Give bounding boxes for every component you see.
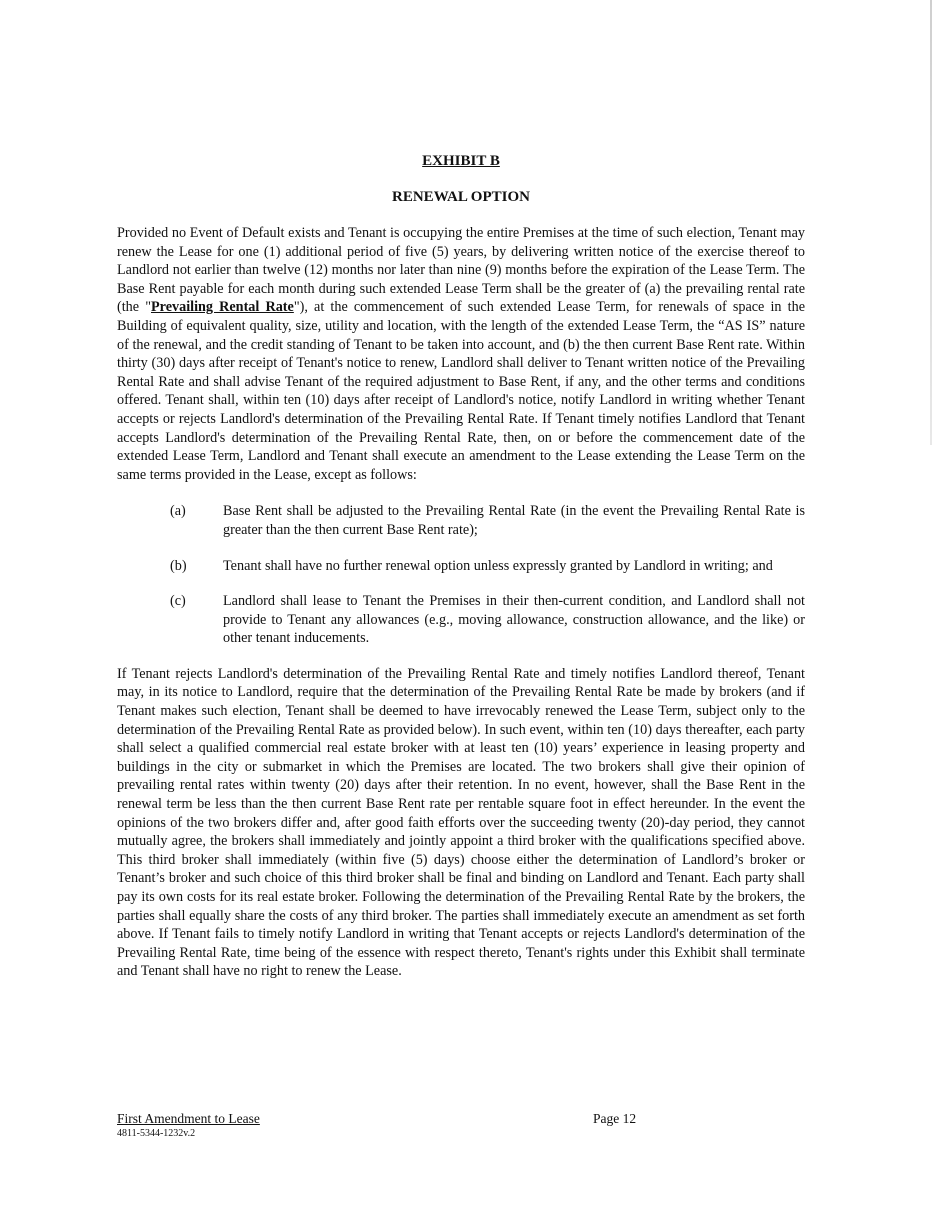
list-item-text: Base Rent shall be adjusted to the Prevailing Rental Rate (in the event the Prevailing Rental Rate is greater than the then current Base Rent rate); — [223, 503, 805, 538]
list-item-text: Landlord shall lease to Tenant the Premises in their then-current condition, and Landlord shall not provide to Tenant any allowances (e.g., moving allowance, construction allowance, and the like) or other tenant inducements. — [223, 593, 805, 647]
terms-list — [117, 502, 805, 648]
list-item-label: (c) — [170, 593, 186, 610]
footer-document-title: First Amendment to Lease — [117, 1111, 260, 1126]
page-edge-shadow — [930, 0, 932, 445]
defined-term: Prevailing Rental Rate — [151, 299, 294, 316]
document-page — [117, 150, 805, 981]
exhibit-heading: EXHIBIT B — [422, 153, 500, 169]
broker-determination-paragraph: If Tenant rejects Landlord's determination of the Prevailing Rental Rate and timely notifies Landlord thereof, Tenant may, in its notice to Landlord, require that the determination of the Prevailing Rental Rate be made by brokers (and if Tenant makes such election, Tenant shall be deemed to have irrevocably renewed the Lease Term, subject only to the determination of the Prevailing Rental Rate as provided below). In such event, within ten (10) days thereafter, each party shall select a qualified commercial real estate broker with at least ten (10) years’ experience in leasing property and buildings in the city or submarket in which the Premises are located. The two brokers shall give their opinion of prevailing rental rates within twenty (20) days after their retention. In no event, however, shall the Base Rent in the renewal term be less than the then current Base Rent rate per rentable square foot in effect hereunder. In the event the opinions of the two brokers differ and, after good faith efforts over the succeeding twenty (20)-day period, they cannot mutually agree, the brokers shall immediately and jointly appoint a third broker with the qualifications specified above. This third broker shall immediately (within five (5) days) choose either the determination of Landlord’s broker or Tenant’s broker and such choice of this third broker shall be final and binding on Landlord and Tenant. Each party shall pay its own costs for its real estate broker. Following the determination of the Prevailing Rental Rate by the brokers, the parties shall equally share the costs of any third broker. The parties shall immediately execute an amendment as set forth above. If Tenant fails to timely notify Landlord in writing that Tenant accepts or rejects Landlord's determination of the Prevailing Rental Rate, time being of the essence with respect thereto, Tenant's rights under this Exhibit shall terminate and Tenant shall have no right to renew the Lease. — [117, 665, 805, 980]
footer-document-id: 4811-5344-1232v.2 — [117, 1128, 196, 1139]
intro-paragraph — [117, 224, 805, 484]
list-item — [117, 557, 805, 576]
intro-text-after: "), at the commencement of such extended Lease Term, for renewals of space in the Building of equivalent quality, size, utility and location, with the length of the extended Lease Term, the “AS IS” nature of the renewal, and the credit standing of Tenant to be taken into account, and (b) the then current Base Rent rate. Within thirty (30) days after receipt of Tenant's notice to renew, Landlord shall deliver to Tenant written notice of the Prevailing Rental Rate and shall advise Tenant of the required adjustment to Base Rent, if any, and the other terms and conditions offered. Tenant shall, within ten (10) days after receipt of Landlord's notice, notify Landlord in writing whether Tenant accepts or rejects Landlord's determination of the Prevailing Rental Rate. If Tenant timely notifies Landlord that Tenant accepts Landlord's determination of the Prevailing Rental Rate, then, on or before the commencement date of the extended Lease Term, Landlord and Tenant shall execute an amendment to the Lease extending the Lease Term on the same terms provided in the Lease, except as follows: — [117, 299, 805, 483]
list-item-label: (a) — [170, 503, 186, 520]
list-item — [117, 502, 805, 539]
page-footer — [117, 1110, 805, 1141]
list-item-label: (b) — [170, 557, 187, 574]
list-item-text: Tenant shall have no further renewal option unless expressly granted by Landlord in writing; and — [223, 557, 773, 574]
section-title: RENEWAL OPTION — [392, 189, 530, 205]
list-item — [117, 592, 805, 648]
page-number: Page 12 — [593, 1111, 637, 1126]
intro-text-before: Provided no Event of Default exists and Tenant is occupying the entire Premises at the time of such election, Tenant may renew the Lease for one (1) additional period of five (5) years, by delivering written notice of the exercise thereof to Landlord not earlier than twelve (12) months nor later than nine (9) months before the expiration of the Lease Term. The Base Rent payable for each month during such extended Lease Term shall be the greater of (a) the prevailing rental rate (the " — [117, 225, 805, 316]
